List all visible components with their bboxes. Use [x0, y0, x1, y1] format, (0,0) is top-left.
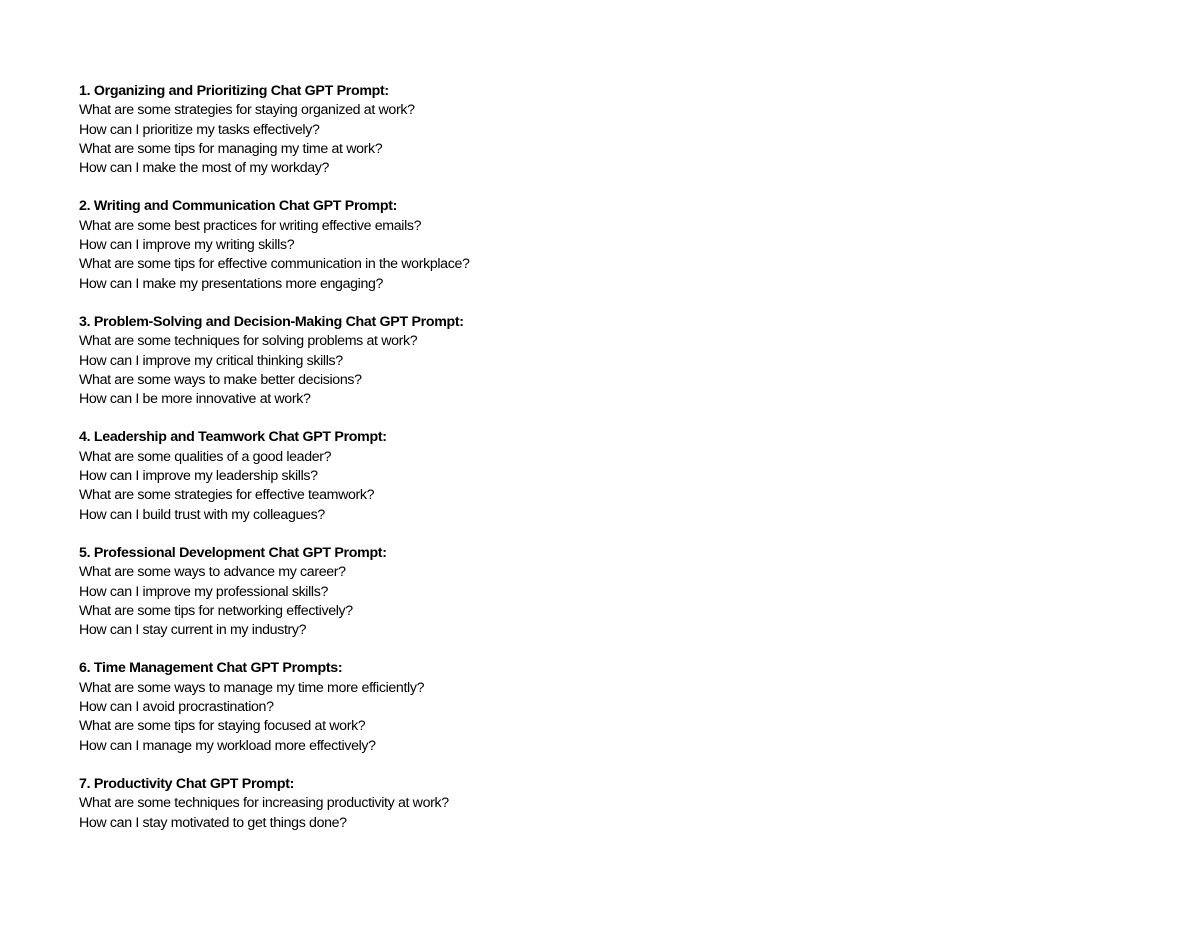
section-title: 7. Productivity Chat GPT Prompt: [79, 775, 295, 792]
prompt-line: How can I make the most of my workday? [79, 160, 330, 177]
prompt-line: What are some tips for managing my time at work? [79, 140, 383, 157]
prompt-line: What are some techniques for solving problems at work? [79, 333, 418, 350]
prompt-line: How can I be more innovative at work? [79, 391, 311, 408]
section-title: 6. Time Management Chat GPT Prompts: [79, 660, 343, 677]
section-organizing [79, 82, 1079, 178]
prompt-line: What are some tips for staying focused at work? [79, 718, 366, 735]
prompt-line: How can I build trust with my colleagues? [79, 506, 325, 523]
section-time-management [79, 659, 1079, 755]
prompt-line: How can I improve my professional skills? [79, 583, 328, 600]
section-title: 2. Writing and Communication Chat GPT Prompt: [79, 198, 398, 215]
prompt-line: What are some tips for networking effectively? [79, 602, 353, 619]
section-title: 1. Organizing and Prioritizing Chat GPT Prompt: [79, 83, 389, 99]
prompt-line: How can I manage my workload more effectively? [79, 737, 376, 754]
prompt-line: How can I stay motivated to get things done? [79, 814, 347, 831]
section-title: 3. Problem-Solving and Decision-Making Chat GPT Prompt: [79, 313, 464, 330]
prompt-line: How can I improve my writing skills? [79, 237, 295, 254]
document-body [79, 82, 1079, 852]
prompt-line: What are some best practices for writing effective emails? [79, 217, 422, 234]
section-writing [79, 197, 1079, 293]
prompt-line: How can I prioritize my tasks effectively? [79, 121, 320, 138]
section-title: 5. Professional Development Chat GPT Prompt: [79, 544, 387, 561]
section-leadership [79, 428, 1079, 524]
prompt-line: What are some ways to manage my time more efficiently? [79, 679, 425, 696]
section-problem-solving [79, 313, 1079, 409]
section-professional-development [79, 544, 1079, 640]
prompt-line: How can I improve my critical thinking skills? [79, 352, 343, 369]
prompt-line: What are some ways to advance my career? [79, 564, 346, 581]
prompt-line: What are some techniques for increasing productivity at work? [79, 795, 449, 812]
prompt-line: What are some ways to make better decisions? [79, 371, 362, 388]
prompt-line: How can I make my presentations more engaging? [79, 275, 384, 292]
prompt-line: What are some qualities of a good leader? [79, 448, 332, 465]
section-title: 4. Leadership and Teamwork Chat GPT Prompt: [79, 429, 387, 446]
section-productivity [79, 775, 1079, 833]
prompt-line: How can I stay current in my industry? [79, 622, 307, 639]
prompt-line: How can I improve my leadership skills? [79, 468, 318, 485]
prompt-line: How can I avoid procrastination? [79, 699, 274, 716]
prompt-line: What are some strategies for effective teamwork? [79, 487, 375, 504]
prompt-line: What are some tips for effective communication in the workplace? [79, 256, 470, 273]
prompt-line: What are some strategies for staying organized at work? [79, 102, 415, 119]
